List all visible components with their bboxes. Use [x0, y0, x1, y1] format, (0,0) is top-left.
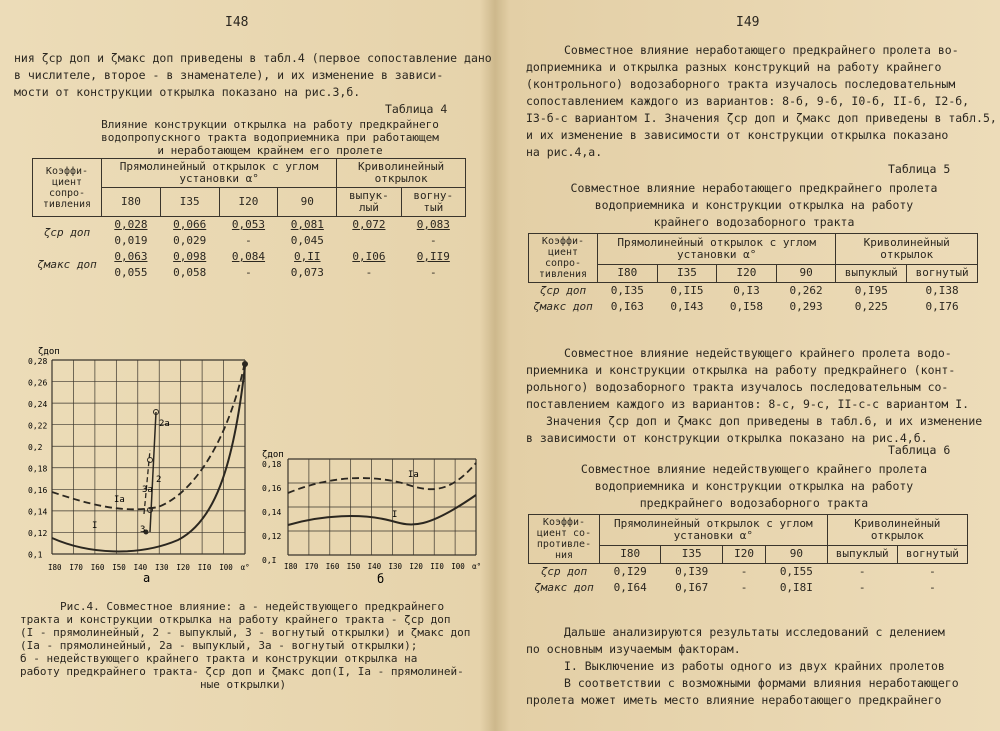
curve-1a	[288, 463, 476, 493]
right-page	[504, 0, 1000, 731]
chart-a-ylabel: ζдоп	[38, 347, 60, 357]
text-line: и их изменение в зависимости от конструкции открылка показано	[526, 128, 949, 142]
xtick: α°	[240, 563, 250, 572]
xtick: I80	[48, 563, 62, 572]
chart-a-yticks	[28, 357, 47, 560]
curve-1	[52, 366, 245, 551]
table-caption: Совместное влияние недействующего крайнего пролета водоприемника и конструкции открылка на работу предкрайнего водозаборного тракта	[580, 462, 928, 510]
curved-header: Криволинейный открылок	[337, 159, 466, 188]
angle-header: I80	[598, 264, 658, 282]
text-line: ния ζср доп и ζмакс доп приведены в табл.4 (первое сопоставление дано	[14, 51, 492, 65]
xtick: I30	[155, 563, 169, 572]
text-line: I3-б-с вариантом I. Значения ζср доп и ζмакс доп приведены в табл.5,	[526, 111, 997, 125]
curve-label: 2а	[159, 419, 170, 429]
chart-b-yticks	[262, 460, 281, 565]
text-line: Значения ζср доп и ζмакс доп приведены в табл.6, и их изменение	[546, 414, 983, 428]
ytick: 0,14	[28, 507, 48, 517]
text-line: I. Выключение из работы одного из двух крайних пролетов	[564, 659, 945, 673]
table-label: Таблица 6	[888, 443, 951, 457]
xtick: I20	[409, 562, 423, 571]
ytick: 0,1	[28, 550, 43, 560]
chart-b-xticks	[284, 562, 481, 571]
coef-header: Коэффи-циент сопро-тивления	[529, 234, 598, 283]
ytick: 0,26	[28, 378, 48, 388]
xtick: I30	[388, 562, 403, 571]
table-row: ζмакс доп 0,I63 0,I43 0,I58 0,293 0,225 0,I76	[533, 300, 959, 313]
concave-header: вогнутый	[907, 264, 978, 282]
curve-1	[288, 495, 476, 525]
xtick: I20	[176, 563, 190, 572]
xtick: I00	[219, 563, 233, 572]
chart-b	[262, 447, 488, 587]
chart-a	[28, 342, 258, 586]
table-row: 0,055 0,058 - 0,073 - -	[114, 266, 437, 279]
curve-label: 3а	[142, 485, 153, 495]
curve-label: I	[392, 510, 398, 520]
table-row: 0,019 0,029 - 0,045 -	[114, 234, 437, 247]
concave-header: вогнутый	[897, 545, 967, 563]
angle-header: 90	[278, 188, 337, 217]
xtick: I50	[346, 562, 361, 571]
xtick: II0	[197, 563, 212, 572]
curve-2a	[144, 450, 150, 514]
ytick: 0,22	[28, 421, 48, 431]
xtick: I00	[451, 562, 465, 571]
curved-header: Криволинейный открылок	[836, 234, 978, 265]
table-row: ζср доп 0,I35 0,II5 0,I3 0,262 0,I95 0,I38	[539, 284, 959, 297]
ytick: 0,28	[28, 357, 48, 366]
text-line: приемника и конструкции открылка на работу предкрайнего (конт-	[526, 363, 956, 377]
xtick: I60	[90, 563, 105, 572]
left-page	[0, 0, 494, 731]
coef-header: Коэффи-циент сопро-тивления	[33, 159, 102, 217]
table-row: ζмакс доп 0,063 0,098 0,084 0,II 0,I06 0,II9	[37, 250, 450, 271]
curve-label: Iа	[408, 470, 419, 480]
ytick: 0,16	[28, 486, 48, 495]
curve-label: I	[92, 521, 98, 531]
ytick: 0,12	[28, 529, 48, 538]
curve-2	[150, 412, 156, 532]
chart-a-grid	[52, 360, 245, 554]
text-line: по основным изучаемым факторам.	[526, 642, 741, 656]
straight-header: Прямолинейный открылок с углом установки α°	[102, 159, 337, 188]
xtick: I60	[325, 562, 340, 571]
data-point	[148, 458, 153, 463]
table-row: ζмакс доп 0,I64 0,I67 - 0,I8I - -	[534, 581, 936, 594]
chart-a-sublabel: а	[143, 571, 151, 585]
chart-b-ylabel: ζдоп	[262, 450, 284, 460]
angle-header: I35	[661, 545, 722, 563]
text-line: рольного) водозаборного тракта изучалось последовательным со-	[526, 380, 949, 394]
table-label: Таблица 5	[888, 162, 951, 176]
table-5	[528, 233, 978, 315]
chart-b-sublabel: б	[377, 572, 385, 586]
chart-b-grid	[288, 459, 476, 555]
curve-label: Iа	[114, 495, 125, 505]
angle-header: I20	[717, 264, 777, 282]
convex-header: выпук-лый	[337, 188, 401, 217]
page-number: I48	[225, 15, 249, 30]
text-line: пролета может иметь место влияние неработающего предкрайнего	[526, 693, 942, 707]
straight-header: Прямолинейный открылок с углом установки α°	[600, 515, 828, 546]
text-line: доприемника и открылка разных конструкций на работу крайнего	[526, 60, 942, 74]
xtick: I50	[112, 563, 126, 572]
table-caption: Совместное влияние неработающего предкрайнего пролета водоприемника и конструкции открылка на работу крайнего водозаборного тракта	[570, 181, 938, 229]
coef-header: Коэффи-циент со-противле-ния	[529, 515, 600, 564]
xtick: I70	[304, 562, 319, 571]
xtick: I40	[367, 562, 382, 571]
convex-header: выпуклый	[827, 545, 897, 563]
ytick: 0,16	[262, 484, 282, 493]
table-caption: Влияние конструкции открылка на работу предкрайнего водопропускного тракта водоприемника при работающем и неработающем крайнем его пролете	[101, 118, 439, 157]
text-line: на рис.4,а.	[526, 145, 603, 159]
ytick: 0,14	[262, 508, 282, 517]
angle-header: 90	[766, 545, 828, 563]
angle-header: 90	[776, 264, 836, 282]
text-line: В соответствии с возможными формами влияния неработающего	[564, 676, 959, 690]
figure-caption: Рис.4. Совместное влияние: а - недействующего предкрайнего тракта и конструкции открылка на работу крайнего тракта - ζср доп (I - прямолинейный, 2 - выпуклый, 3 - вогнутый открылки) и ζмакс доп (Iа - прямолинейный, 2а - выпуклый, 3а - вогнутый открылки); б - недействующего крайнего тракта и конструкции открылка на работу предкрайнего тракта- ζср доп и ζмакс доп(I, Iа - прямолиней- ные открылки)	[20, 600, 471, 691]
ytick: 0,24	[28, 400, 48, 409]
text-line: поставлением каждого из вариантов: 8-с, 9-с, II-с-с вариантом I.	[526, 397, 970, 411]
angle-header: I80	[600, 545, 661, 563]
ytick: 0,18	[28, 464, 48, 474]
ytick: 0,12	[262, 532, 282, 541]
text-line: в числителе, второе - в знаменателе), и их изменение в зависи-	[14, 68, 444, 82]
ytick: 0,18	[262, 460, 282, 469]
curved-header: Криволинейный открылок	[827, 515, 967, 546]
angle-header: I20	[722, 545, 765, 563]
angle-header: I35	[657, 264, 717, 282]
concave-header: вогну-тый	[401, 188, 465, 217]
table-row: ζср доп 0,028 0,066 0,053 0,081 0,072 0,083	[43, 218, 450, 239]
angle-header: I80	[102, 188, 161, 217]
table-6	[528, 514, 968, 596]
xtick: I70	[69, 563, 83, 572]
curve-label: 2	[156, 475, 162, 485]
text-line: мости от конструкции открылка показано на рис.3,б.	[14, 85, 361, 99]
curve-label: 3	[140, 525, 146, 535]
xtick: II0	[430, 562, 444, 571]
text-line: сопоставлением каждого из вариантов: 8-б, 9-б, I0-б, II-б, I2-б,	[526, 94, 970, 108]
ytick: 0,2	[28, 443, 43, 452]
text-line: Совместное влияние неработающего предкрайнего пролета во-	[564, 43, 959, 57]
text-line: (контрольного) водозаборного тракта изучалось последовательным	[526, 77, 956, 91]
xtick: I80	[284, 562, 298, 571]
data-point	[242, 361, 248, 367]
table-label: Таблица 4	[385, 102, 448, 116]
xtick: α°	[472, 562, 482, 571]
xtick: I40	[133, 563, 148, 572]
text-line: Дальше анализируются результаты исследований с делением	[564, 625, 945, 639]
text-line: в зависимости от конструкции открылка показано на рис.4,б.	[526, 431, 928, 445]
page-number: I49	[736, 15, 760, 30]
straight-header: Прямолинейный открылок с углом установки α°	[598, 234, 836, 265]
angle-header: I35	[160, 188, 219, 217]
convex-header: выпуклый	[836, 264, 907, 282]
table-4	[32, 158, 466, 281]
table-row: ζср доп 0,I29 0,I39 - 0,I55 - -	[540, 565, 936, 578]
ytick: 0,I	[262, 556, 277, 565]
angle-header: I20	[219, 188, 278, 217]
text-line: Совместное влияние недействующего крайнего пролета водо-	[564, 346, 952, 360]
